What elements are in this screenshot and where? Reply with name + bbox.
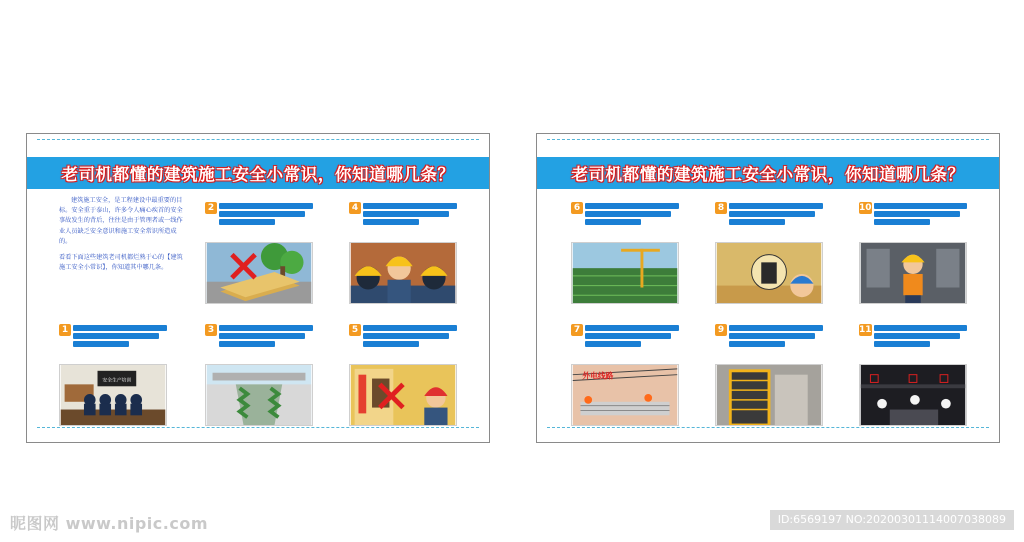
tip-text-block (585, 202, 679, 225)
tip-number: 6 (571, 202, 583, 214)
tip-text-block (73, 324, 167, 347)
tip-card-3 (205, 324, 313, 347)
dashed-border-bottom (547, 427, 989, 428)
watermark: 昵图网 www.nipic.com (10, 514, 208, 533)
tip-number: 8 (715, 202, 727, 214)
tip-number: 7 (571, 324, 583, 336)
tip-illustration-helmets (349, 242, 457, 304)
board-left (26, 133, 490, 443)
intro-paragraph-1: 建筑施工安全，是工程建设中最重要的目标。安全重于泰山，许多令人痛心疾首的安全事故发生的背后，往往是由于管理者或一线作业人员缺乏安全意识和施工安全常识所造成的。 (59, 197, 183, 245)
tip-illustration-pit (205, 364, 313, 426)
dashed-border-top (547, 139, 989, 140)
tip-illustration-crane (571, 242, 679, 304)
tip-number: 10 (859, 203, 872, 213)
tip-illustration-training (59, 364, 167, 426)
intro-paragraph-2: 看看下面这些建筑老司机都烂熟于心的【建筑施工安全小常识】，你知道其中哪几条。 (59, 254, 183, 272)
board-title: 老司机都懂的建筑施工安全小常识，你知道哪几条？ (571, 165, 965, 184)
tip-number: 9 (715, 324, 727, 336)
tip-number: 4 (349, 202, 361, 214)
board-right (536, 133, 1000, 443)
tip-card-4 (349, 202, 457, 225)
image-id-bar: ID:6569197 NO:20200301114007038089 (770, 510, 1014, 530)
tip-number: 3 (205, 324, 217, 336)
intro-text (59, 196, 187, 279)
tip-illustration-power-line (571, 364, 679, 426)
tip-text-block (729, 202, 823, 225)
tip-number: 11 (859, 325, 872, 335)
tip-card-6 (571, 202, 679, 225)
tip-card-2 (205, 202, 313, 225)
tip-number: 1 (59, 324, 71, 336)
tip-number: 2 (205, 202, 217, 214)
tip-illustration-shaft-guard (715, 364, 823, 426)
tip-text-block (363, 324, 457, 347)
dashed-border-bottom (37, 427, 479, 428)
tip-text-block (874, 324, 967, 347)
tip-text-block (729, 324, 823, 347)
dashed-border-top (37, 139, 479, 140)
tip-card-9 (715, 324, 823, 347)
danger-sign-text: 外电线路 (582, 371, 614, 381)
tip-card-11 (859, 324, 967, 347)
title-banner (537, 157, 999, 189)
training-board-label: 安全生产培训 (102, 378, 132, 384)
tip-text-block (363, 202, 457, 225)
tip-illustration-violation (349, 364, 457, 426)
tip-illustration-worker (859, 242, 967, 304)
tip-card-1 (59, 324, 167, 384)
tip-card-5 (349, 324, 457, 347)
tip-card-8 (715, 202, 823, 225)
board-title: 老司机都懂的建筑施工安全小常识，你知道哪几条？ (61, 165, 455, 184)
tip-text-block (219, 202, 313, 225)
tip-card-10 (859, 202, 967, 225)
tip-text-block (219, 324, 313, 347)
tip-illustration-night-lights (859, 364, 967, 426)
tip-text-block (874, 202, 967, 225)
tip-number: 5 (349, 324, 361, 336)
tip-text-block (585, 324, 679, 347)
title-banner (27, 157, 489, 189)
tip-illustration-stacking (205, 242, 313, 304)
tip-illustration-electrical (715, 242, 823, 304)
tip-card-7 (571, 324, 679, 381)
